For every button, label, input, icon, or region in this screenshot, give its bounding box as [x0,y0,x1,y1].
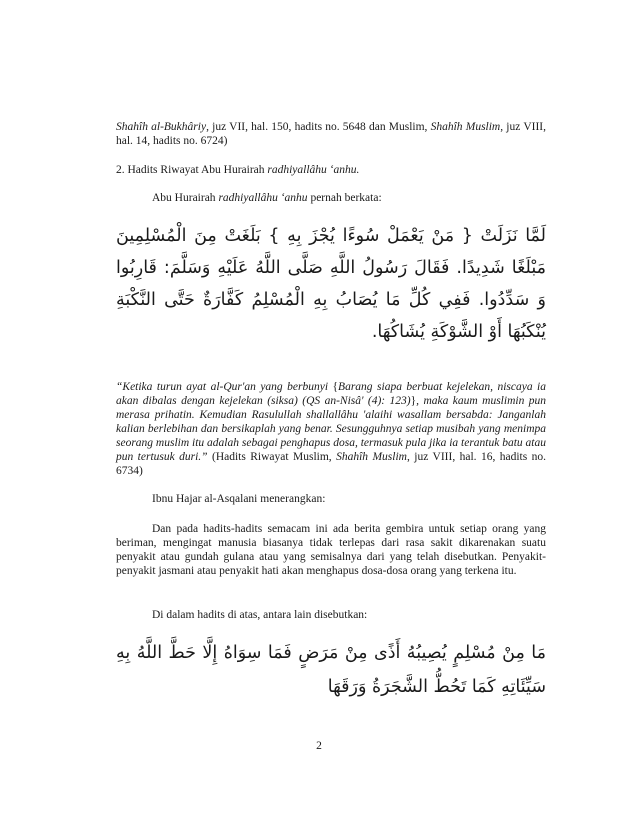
section-heading: 2. Hadits Riwayat Abu Hurairah radhiyallâhu ‘anhu. [116,164,360,176]
arabic-hadith: لَمَّا نَزَلَتْ { مَنْ يَعْمَلْ سُوءًا يُجْزَ بِهِ } بَلَغَتْ مِنَ الْمُسْلِمِينَ مَبْلَغًا شَدِيدًا. فَقَالَ رَسُولُ اللَّهِ صَلَّى اللَّهُ عَلَيْهِ وَسَلَّمَ: قَارِبُوا وَ سَدِّدُوا. فَفِي كُلِّ مَا يُصَابُ بِهِ الْمُسْلِمُ كَفَّارَةٌ حَتَّى النَّكْبَةِ يُنْكَبُهَا أَوْ الشَّوْكَةِ يُشَاكُهَا. [116,226,546,342]
hadith-translation: “Ketika turun ayat al-Qur'an yang berbunyi {Barang siapa berbuat kejelekan, niscaya ia akan dibalas dengan kejelekan (siksa) (QS an-Nisâ' (4): 123)}, maka kaum muslimin pun merasa prihatin. Kemudian Rasulullah shallallâhu 'alaihi wasallam bersabda: Janganlah kalian berlebihan dan bersikaplah yang benar. Sesungguhnya setiap musibah yang menimpa seorang muslim itu adalah sebagai penghapus dosa, termasuk pula jika ia terantuk batu atau pun tertusuk duri.” (Hadits Riwayat Muslim, Shahîh Muslim, juz VIII, hal. 16, hadits no. 6734) [116,381,547,477]
reference-continuation: Shahîh al-Bukhâriy, juz VII, hal. 150, hadits no. 5648 dan Muslim, Shahîh Muslim, juz VIII, hal. 14, hadits no. 6724) [116,121,547,147]
explanation-paragraph: Dan pada hadits-hadits semacam ini ada berita gembira untuk setiap orang yang beriman, mengingat manusia biasanya tidak terlepas dari rasa sakit dikarenakan suatu penyakit atau gundah gulana atau yang semisalnya dari yang telah disebutkan. Penyakit-penyakit jasmani atau penyakit hati akan menghapus dosa-dosa orang yang terkena itu. [116,523,546,577]
di-dalam-line: Di dalam hadits di atas, antara lain disebutkan: [152,609,368,621]
source-bukhari: Shahîh al-Bukhâriy [116,121,207,133]
intro-line: Abu Hurairah radhiyallâhu ‘anhu pernah berkata: [152,192,382,204]
source-muslim: Shahîh Muslim [430,121,501,133]
page-number: 2 [316,740,322,752]
arabic-quote: مَا مِنْ مُسْلِمٍ يُصِيبُهُ أَذًى مِنْ مَرَضٍ فَمَا سِوَاهُ إِلَّا حَطَّ اللَّهُ بِهِ سَيِّئَاتِهِ كَمَا تَحُطُّ الشَّجَرَةُ وَرَقَهَا [116,643,546,697]
ibnu-hajar-line: Ibnu Hajar al-Asqalani menerangkan: [152,493,326,505]
